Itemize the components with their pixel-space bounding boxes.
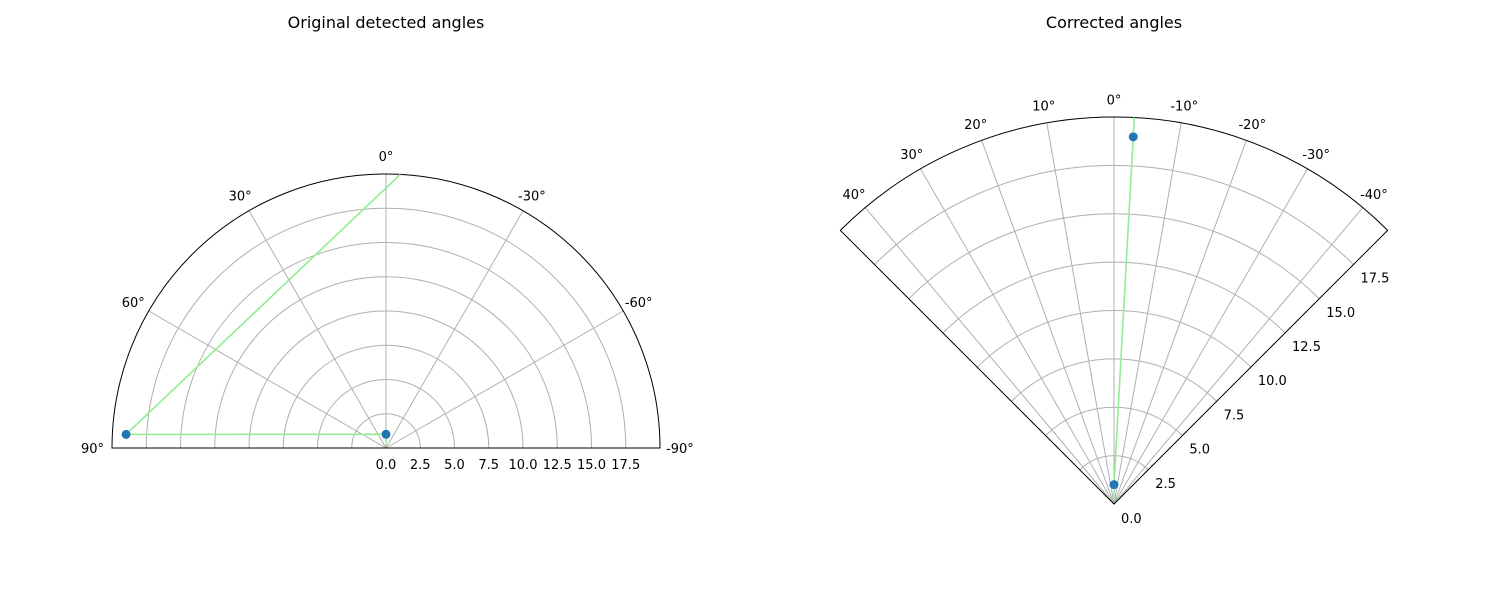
theta-tick-label: -30° — [518, 189, 546, 205]
theta-tick-label: -90° — [666, 442, 694, 457]
angular-gridline — [1114, 140, 1246, 504]
data-point — [1110, 480, 1119, 489]
r-tick-label: 2.5 — [1155, 476, 1176, 492]
r-tick-label: 17.5 — [611, 458, 641, 473]
data-point — [122, 430, 131, 439]
r-tick-label: 12.5 — [542, 458, 572, 473]
angular-gridline — [865, 208, 1114, 504]
r-tick-label: 0.0 — [1121, 512, 1142, 527]
theta-tick-label: 90° — [80, 442, 104, 457]
theta-tick-label: 30° — [900, 147, 924, 163]
theta-tick-label: -10° — [1170, 99, 1199, 115]
angular-gridline — [386, 211, 523, 448]
theta-tick-label: -60° — [624, 296, 653, 312]
angular-gridline — [249, 211, 386, 448]
theta-tick-label: 0° — [378, 150, 394, 166]
theta-tick-label: 60° — [121, 296, 145, 312]
r-tick-label: 7.5 — [478, 458, 500, 473]
series-line — [1114, 118, 1134, 501]
polar-plot-original — [81, 13, 694, 473]
angular-gridline — [386, 311, 623, 448]
theta-tick-label: -40° — [1360, 188, 1388, 204]
data-point — [382, 430, 391, 439]
r-tick-label: 12.5 — [1292, 339, 1321, 355]
r-tick-label: 15.0 — [1326, 305, 1356, 321]
theta-tick-label: 10° — [1032, 99, 1056, 115]
chart-title: Corrected angles — [1045, 13, 1183, 32]
angular-gridline — [921, 169, 1115, 504]
r-tick-label: 5.0 — [1189, 442, 1211, 458]
data-point — [1129, 132, 1138, 141]
r-tick-label: 7.5 — [1223, 408, 1245, 424]
theta-tick-label: 30° — [228, 189, 252, 205]
theta-tick-label: -30° — [1302, 147, 1331, 163]
r-tick-label: 10.0 — [508, 458, 538, 473]
angular-gridline — [1114, 169, 1308, 504]
r-tick-label: 10.0 — [1257, 374, 1287, 390]
series-line — [126, 174, 400, 445]
theta-tick-label: 0° — [1106, 93, 1122, 109]
r-tick-label: 17.5 — [1360, 271, 1390, 287]
polar-plot-corrected — [840, 13, 1389, 527]
angular-gridline — [1114, 208, 1363, 504]
theta-tick-label: 40° — [842, 188, 866, 204]
r-tick-label: 15.0 — [577, 458, 606, 473]
r-tick-label: 0.0 — [375, 458, 397, 473]
r-tick-label: 5.0 — [444, 458, 465, 473]
angular-gridline — [982, 140, 1114, 504]
theta-tick-label: 20° — [964, 117, 988, 133]
theta-tick-label: -20° — [1238, 117, 1267, 133]
r-tick-label: 2.5 — [409, 458, 431, 473]
chart-title: Original detected angles — [287, 13, 485, 32]
